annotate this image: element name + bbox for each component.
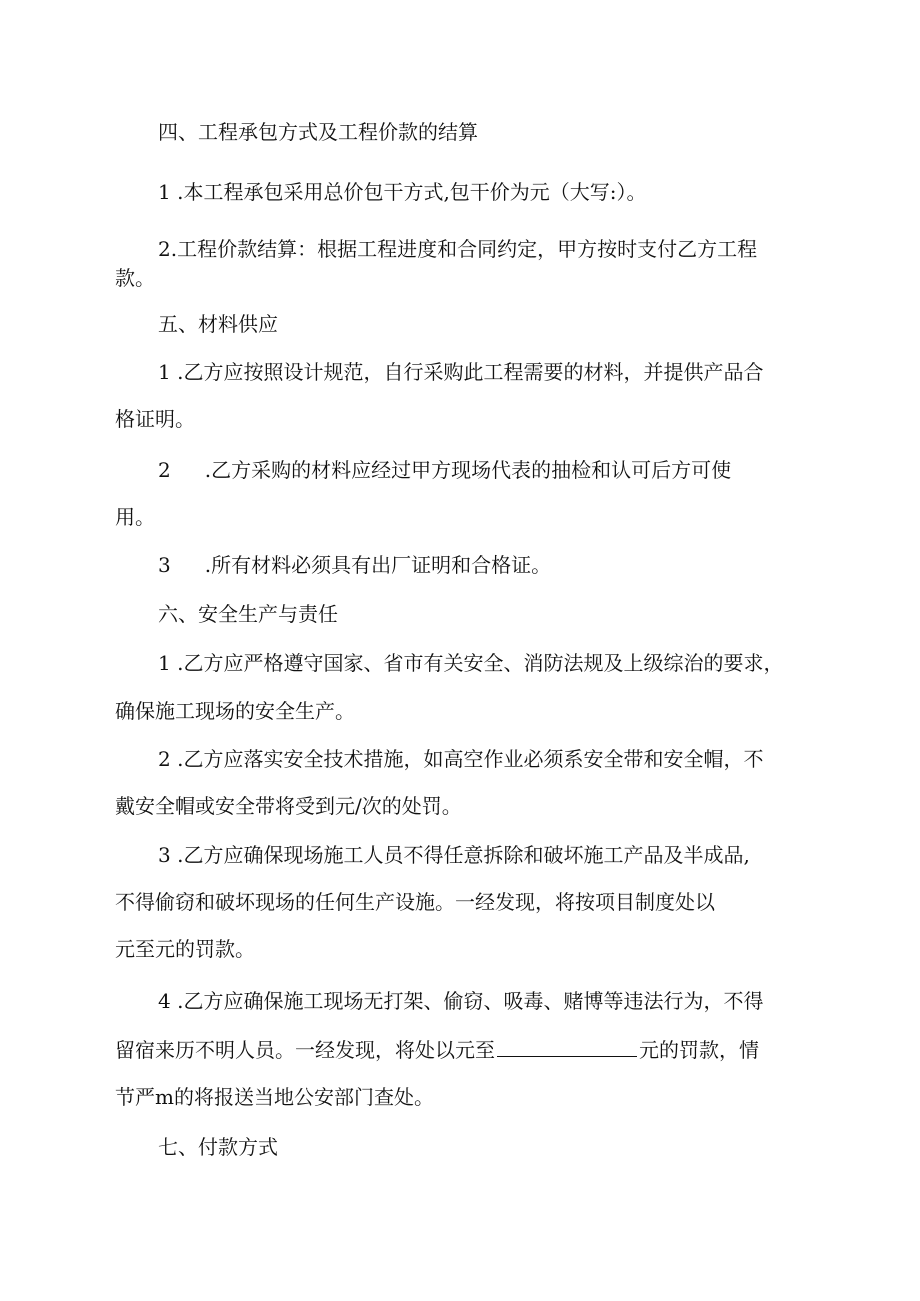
item-number: 4 bbox=[158, 989, 171, 1013]
section-6-item-4-line-1 bbox=[158, 989, 763, 1013]
section-6-heading: 六、安全生产与责任 bbox=[158, 602, 338, 626]
section-4-item-2-line-1: 2.工程价款结算：根据工程进度和合同约定，甲方按时支付乙方工程 bbox=[158, 237, 758, 261]
item-text: .本工程承包采用总价包干方式,包干价为元（大写:）。 bbox=[177, 180, 647, 204]
section-6-item-4-line-3: 节严m的将报送当地公安部门查处。 bbox=[115, 1085, 434, 1109]
section-5-item-3 bbox=[158, 553, 551, 577]
item-number: 1 bbox=[158, 180, 171, 204]
section-4-heading: 四、工程承包方式及工程价款的结算 bbox=[158, 120, 478, 144]
item-number: 2 bbox=[158, 747, 171, 771]
section-6-item-4-line-2 bbox=[115, 1038, 759, 1062]
section-6-item-1-line-1 bbox=[158, 651, 783, 675]
section-5-heading: 五、材料供应 bbox=[158, 312, 278, 336]
item-number: 1 bbox=[158, 651, 171, 675]
section-5-item-2-line-1 bbox=[158, 458, 731, 482]
item-text: .乙方应按照设计规范，自行采购此工程需要的材料，并提供产品合 bbox=[177, 360, 764, 384]
item-text: 留宿来历不明人员。一经发现，将处以元至 bbox=[115, 1038, 495, 1062]
section-5-item-2-line-2: 用。 bbox=[115, 505, 155, 529]
item-text: .乙方应落实安全技术措施，如高空作业必须系安全带和安全帽，不 bbox=[177, 747, 764, 771]
item-text: .所有材料必须具有出厂证明和合格证。 bbox=[204, 553, 552, 577]
section-6-item-3-line-2: 不得偷窃和破坏现场的任何生产设施。一经发现，将按项目制度处以 bbox=[115, 890, 715, 914]
item-number: 3 bbox=[158, 843, 171, 867]
section-7-heading: 七、付款方式 bbox=[158, 1135, 278, 1159]
item-number: 3 bbox=[158, 553, 171, 577]
fill-in-blank bbox=[497, 1038, 637, 1057]
item-text: .乙方应严格遵守国家、省市有关安全、消防法规及上级综治的要求， bbox=[177, 651, 784, 675]
item-number: 2 bbox=[158, 458, 171, 482]
section-6-item-2-line-1 bbox=[158, 747, 763, 771]
section-6-item-1-line-2: 确保施工现场的安全生产。 bbox=[115, 699, 355, 723]
section-4-item-1 bbox=[158, 180, 647, 204]
section-5-item-1-line-1 bbox=[158, 360, 763, 384]
item-text: 元的罚款，情 bbox=[639, 1038, 759, 1062]
section-6-item-2-line-2: 戴安全帽或安全带将受到元/次的处罚。 bbox=[115, 794, 462, 818]
section-6-item-3-line-1 bbox=[158, 843, 750, 867]
section-5-item-1-line-2: 格证明。 bbox=[115, 407, 195, 431]
item-text: .乙方应确保施工现场无打架、偷窃、吸毒、赌博等违法行为，不得 bbox=[177, 989, 764, 1013]
section-6-item-3-line-3: 元至元的罚款。 bbox=[115, 937, 255, 961]
section-4-item-2-line-2: 款。 bbox=[115, 266, 155, 290]
item-text: .乙方采购的材料应经过甲方现场代表的抽检和认可后方可使 bbox=[204, 458, 732, 482]
item-number: 1 bbox=[158, 360, 171, 384]
item-text: .乙方应确保现场施工人员不得任意拆除和破坏施工产品及半成品, bbox=[177, 843, 750, 867]
